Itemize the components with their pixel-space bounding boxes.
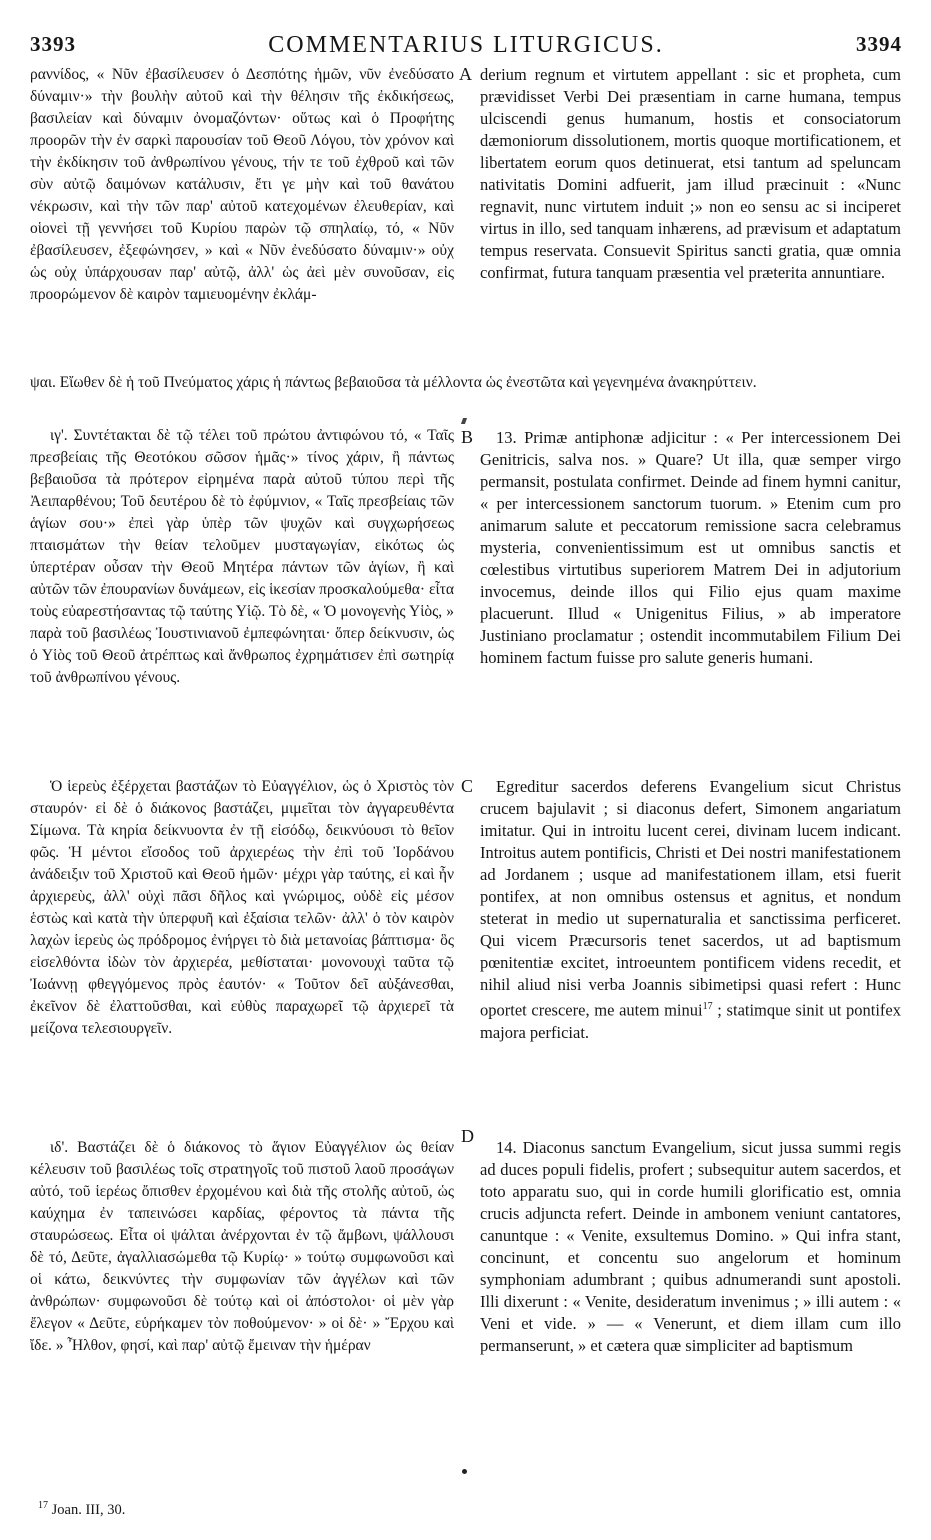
- latin-text: ; statimque sinit ut pontifex majora perficiat.: [480, 1000, 902, 1042]
- greek-paragraph: Ὁ ἱερεὺς ἐξέρχεται βαστάζων τὸ Εὐαγγέλιον, ὡς ὁ Χριστὸς τὸν σταυρόν· εἰ δὲ ὁ διάκονος βαστάζει, μιμεῖται τὸν ἀγγαρευθέντα Σίμωνα. Τὰ κηρία δείκνυοντα ἐν τῇ εἰσόδῳ, δεικνύουσι τὸ θεῖον φῶς. Ἡ μέντοι εἴσοδος τοῦ ἀρχιερέως τὴν ἐπὶ τοῦ Ἰορδάνου ἀνάδειξιν τοῦ Χριστοῦ καὶ Θεοῦ ἡμῶν· μέχρι γὰρ ταύτης, εἰ καὶ ἦν ἀρχιερεὺς, ἀλλ' οὐχὶ πᾶσι δῆλος καὶ γνώριμος, οὐδὲ εἰς μέσον ἑστὼς καὶ κατὰ τὴν ὑπερφυῆ καὶ ἐξαίσια τελῶν· ἀλλ' ὁ τὸν καιρὸν λαχὼν ἱερεὺς ὡς πρόδρομος ἐνήργει τὸ διὰ μετανοίας βάπτισμα· ὃς εἰσελθόντα ἰδὼν τὸν ἀρχιερέα, μεθίσταται· μονονουχὶ ταῦτα τῷ Ἰωάννῃ φθεγγόμενος πρὸς ἑαυτόν· « Τοῦτον δεῖ αὐξάνεσθαι, ἐκεῖνον δὲ ἐλαττοῦσθαι, καὶ εὐθὺς παραχωρεῖ τῷ ἀρχιερεῖ τὰ μείζονα τελεσιουργεῖν.: [30, 778, 454, 1037]
- section-marker-c: C: [461, 776, 474, 796]
- latin-section-c: [480, 776, 901, 1044]
- latin-section-b: [480, 427, 901, 669]
- page-header: [30, 32, 902, 62]
- running-title: COMMENTARIUS LITURGICUS.: [268, 32, 664, 58]
- printer-mark: [461, 418, 467, 424]
- section-marker-b: B: [461, 427, 474, 447]
- greek-section-d: [30, 1137, 454, 1357]
- footnote: [38, 1500, 125, 1519]
- greek-paragraph: ραννίδος, « Νῦν ἐβασίλευσεν ὁ Δεσπότης ἡμῶν, νῦν ἐνεδύσατο δύναμιν·» τὴν βουλὴν αὐτοῦ καὶ τὴν θέλησιν τῆς ἐκδικήσεως, βασιλείαν καὶ δύναμιν ὀνομαζόντων· οὕτως καὶ ὁ Προφήτης προορῶν τὴν ἐν σαρκὶ παρουσίαν τοῦ Θεοῦ Λόγου, τὸν χρόνον καὶ τὴν ἐκδίκησιν τοῦ ἀνθρωπίνου γένους, τήν τε τοῦ ἐχθροῦ καὶ τῶν σὺν αὐτῷ δαιμόνων κατάλυσιν, ἔτι γε μὴν καὶ τοῦ θανάτου νέκρωσιν, καὶ τὴν τῶν παρ' αὐτοῦ κατεχομένων ἐλευθερίαν, καὶ οἱονεὶ τῇ γεννήσει τοῦ Κυρίου παρὼν τῷ σπηλαίῳ, τό, « Νῦν ἐβασίλευσεν, ἐξεφώνησεν, » καὶ « Νῦν ἐνεδύσατο δύναμιν·» οὐχ ὡς οὐχ ὑπάρχουσαν παρ' αὐτῷ, ἀλλ' ὡς ἀεὶ μὲν συνοῦσαν, εἰς προορώμενον δὲ καιρὸν ταμιευομένην ἐκλάμ-: [30, 66, 454, 303]
- section-marker-d: D: [461, 1126, 474, 1146]
- greek-paragraph: ιγ'. Συντέτακται δὲ τῷ τέλει τοῦ πρώτου ἀντιφώνου τό, « Ταῖς πρεσβείαις τῆς Θεοτόκου σῶσον ἡμᾶς·» τίνος χάριν, ἢ πάντως βεβαιοῦσα τὰ πρότερον εἰρημένα παρὰ αὐτοῦ τύπου περὶ τῆς Ἀειπαρθένου; Τοῦ δευτέρου δὲ τὸ ἐφύμνιον, « Ταῖς πρεσβείαις τῶν ἁγίων σου·» ἐπεὶ γὰρ ὑπὲρ τῶν ψυχῶν καὶ συγχωρήσεως πταισμάτων τὴν θείαν τελοῦμεν μυσταγωγίαν, εἰκότως ὡς ὑπερτέραν οὖσαν τὴν Θεοῦ Μητέρα πάντων τῶν ἁγίων, ἢ καὶ αὐτῶν τῶν ἐπουρανίων δυνάμεων, εἰς ἱκεσίαν προσκαλούμεθα· εἶτα τοὺς εὐαρεστήσαντας τῷ ταύτης Υἱῷ. Τὸ δὲ, « Ὁ μονογενὴς Υἱὸς, » παρὰ τοῦ βασιλέως Ἰουστινιανοῦ ἐμπεφώνηται· ὅπερ δείκνυσιν, ὡς ὁ Υἱὸς τοῦ Θεοῦ ἀτρέπτως καὶ ἄνθρωπος ἐχρημάτισεν ἐπὶ σωτηρίᾳ τοῦ ἀνθρωπίνου γένους.: [30, 427, 454, 686]
- footnote-reference: 17: [702, 1001, 713, 1012]
- latin-section-d: [480, 1137, 901, 1357]
- greek-fullwidth-continuation: [30, 372, 900, 394]
- greek-section-a: [30, 64, 454, 306]
- greek-paragraph: ιδ'. Βαστάζει δὲ ὁ διάκονος τὸ ἅγιον Εὐαγγέλιον ὡς θείαν κέλευσιν τοῦ βασιλέως τοῖς στρατηγοῖς τοῦ πιστοῦ λαοῦ προσάγων αὐτό, τοῦ ἱερέως ὄπισθεν ἐρχομένου καὶ διὰ τῆς στολῆς αὐτοῦ, ὡς καύχημα ἐν ταπεινώσει καρδίας, φέροντος τὰ πάντα τῆς σταυρώσεως. Εἶτα οἱ ψάλται ἀνέρχονται ἐν τῷ ἄμβωνι, ψάλλουσι δὲ τό, Δεῦτε, ἀγαλλιασώμεθα τῷ Κυρίῳ· » τούτῳ συμφωνοῦσι καὶ οἱ κάτω, δεικνύντες τὴν συμφωνίαν τῶν ἀγγέλων καὶ τῶν ἀνθρώπων· συμφωνοῦσι δὲ τούτῳ καὶ οἱ ἀπόστολοι· οἱ μὲν γὰρ ἔλεγον « Δεῦτε, εὑρήκαμεν τὸν ποθούμενον· » οἱ δὲ· » Ἔρχου καὶ ἴδε. » Ἦλθον, φησί, καὶ παρ' αὐτῷ ἔμειναν τὴν ἡμέραν: [30, 1139, 454, 1354]
- latin-text: Egreditur sacerdos deferens Evangelium sicut Christus crucem bajulavit ; si diaconus defert, Simonem angariatum imitatur. Qui in introitu lucent cerei, divinam lucem indicant. Introitus autem pontificis, Christi et Dei nostri manifestationem ad Jordanem ; usque ad manifestationem illam, etsi fuerit pontifex, at non omnibus ostensus et agnitus, et nondum steterat in medio ut supernaturalia et sanctissima perficeret. Qui vicem Præcursoris tenet sacerdos, ut ad baptismum pœnitentiæ excitet, introeuntem pontificem videns recedit, et nihil aliud nisi verba Joannis sibimetipsi quasi refert : Hunc oportet crescere, me autem minui: [480, 777, 901, 1020]
- latin-paragraph: 13. Primæ antiphonæ adjicitur : « Per intercessionem Dei Genitricis, salva nos. » Quare? Ut illa, quæ semper virgo permansit, postulata confirmet. Deinde ad finem hymni canitur, « per intercessionem sanctorum tuorum. » Etenim cum pro animarum salute et peccatorum remissione sacra celebramus mysteria, convenientissimum est ut omnibus sanctis et cœlestibus virtutibus superiorem Matrem Dei in adjutorium invocemus, deinde illos qui Filio ejus quam maxime placuerunt. Illud « Unigenitus Filius, » ab imperatore Justiniano proclamatur ; ostendit incommutabilem Filium Dei hominem factum fuisse pro salute generis humani.: [480, 428, 901, 667]
- footnote-number: 17: [38, 1500, 48, 1511]
- greek-continuation: ψαι. Εἴωθεν δὲ ἡ τοῦ Πνεύματος χάρις ἡ πάντως βεβαιοῦσα τὰ μέλλοντα ὡς ἐνεστῶτα καὶ γεγενημένα ἀνακηρύττειν.: [30, 374, 757, 391]
- page-number-left: 3393: [30, 32, 76, 56]
- greek-section-c: [30, 776, 454, 1040]
- latin-paragraph: 14. Diaconus sanctum Evangelium, sicut jussa summi regis ad duces populi fidelis, profert ; subsequitur autem sacerdos, et toto apparatu suo, qui in corde humili glorificatio est, omnia crucis adjuncta refert. Deinde in ambonem veniunt cantatores, canuntque : « Venite, exsultemus Domino. » Qui infra stant, concinunt, et concentu suo angelorum et hominum symphoniam adumbrant ; quibus adnumerandi sunt apostoli. Illi dixerunt : « Venite, desideratum invenimus ; » illi autem : « Veni et vide. » — « Venerunt, et diem illam cum illo permanserunt, » et cætera quæ simpliciter ad baptismum: [480, 1138, 901, 1355]
- latin-paragraph: derium regnum et virtutem appellant : sic et propheta, cum prævidisset Verbi Dei præsentiam in carne humana, tempus ulciscendi genus humanum, hostis et consociatorum dæmoniorum dissolutionem, mortis quoque mortificationem, et libertatem eorum quos detinuerat, etsi tantum ad speluncam nativitatis Domini adfuerit, jam illud præcinuit : «Nunc regnavit, nunc virtutem induit ;» non eo sensu ac si inciperet virtus in illo, sed tanquam inhærens, ad prævisum et adaptatum tempus reservata. Consuevit Spiritus sancti gratia, quæ omnia confirmat, futura tanquam præsentia vel præterita annuntiare.: [480, 65, 901, 282]
- latin-section-a: [480, 64, 901, 284]
- latin-paragraph: [480, 776, 901, 1044]
- section-marker-a: A: [459, 64, 472, 84]
- footnote-text: Joan. III, 30.: [48, 1501, 126, 1518]
- page-number-right: 3394: [856, 32, 902, 56]
- greek-section-b: [30, 425, 454, 689]
- printer-dot: [462, 1469, 467, 1474]
